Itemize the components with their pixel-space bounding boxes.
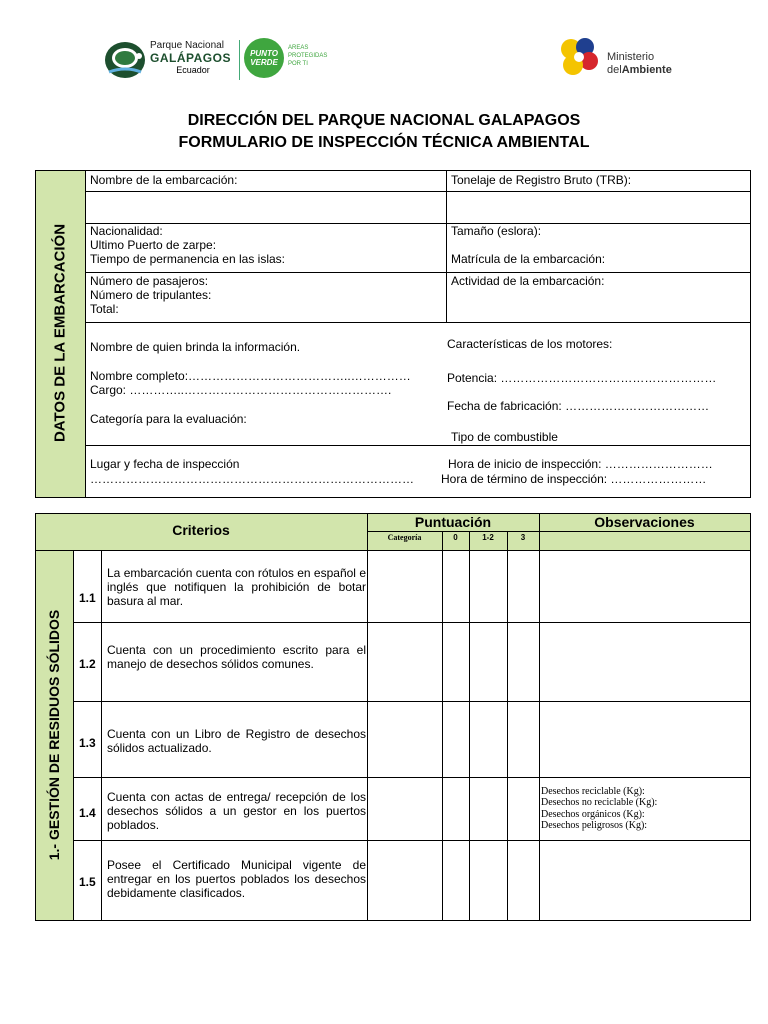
obs-hazardous: Desechos peligrosos (Kg): [541,820,648,831]
trb-label: Tonelaje de Registro Bruto (TRB): [451,173,632,187]
punto-verde-logo [244,38,284,78]
score-sub-1-2: 1-2 [482,533,494,542]
ministerio-line2-bold: Ambiente [621,64,672,76]
criterion-text: Posee el Certificado Municipal vigente de entregar en los puertos poblados los desechos debidamente clasificados. [107,858,366,900]
row-number: 1.4 [79,806,96,820]
criterion-text: Cuenta con un Libro de Registro de desechos sólidos actualizado. [107,727,366,755]
nationality-label: Nacionalidad: [90,224,163,238]
observations-header: Observaciones [594,514,695,530]
punto-verde-tagline [288,44,327,68]
activity-label: Actividad de la embarcación: [451,274,605,288]
logo-divider [239,40,240,80]
category-label: Categoría para la evaluación: [90,412,247,426]
boat-name-label: Nombre de la embarcación: [90,173,238,187]
informant-label: Nombre de quien brinda la información. [90,340,301,354]
pv-side-3: POR TI [288,61,308,67]
ministerio-ambiente-logo-text [607,51,672,77]
registration-label: Matrícula de la embarcación: [451,252,606,266]
obs-non-recyclable: Desechos no reciclable (Kg): [541,797,658,808]
title-line1: DIRECCIÓN DEL PARQUE NACIONAL GALAPAGOS [187,112,581,129]
last-port-label: Ultimo Puerto de zarpe: [90,238,217,252]
score-sub-category: Categoría [387,533,422,542]
solid-waste-side-label: 1.- GESTIÓN DE RESIDUOS SÓLIDOS [46,609,62,861]
power-label: Potencia: ……………………………………………… [447,371,717,385]
criteria-header: Criterios [172,522,230,538]
obs-organic: Desechos orgánicos (Kg): [541,809,645,820]
row-number: 1.5 [79,875,96,889]
full-name-label: Nombre completo:…………………………………..…………… [90,369,411,383]
punto-verde-line1: PUNTO [250,49,278,58]
obs-recyclable: Desechos reciclable (Kg): [541,786,645,797]
row-number: 1.1 [79,591,96,605]
criterion-text: Cuenta con actas de entrega/ recepción de los desechos sólidos a un gestor en los puertos poblados. [107,790,366,832]
start-time-label: Hora de inicio de inspección: ……………………… [448,457,713,471]
size-label: Tamaño (eslora): [451,224,542,238]
row-number: 1.2 [79,657,96,671]
ministerio-line2-pre: del [607,64,622,76]
row-number: 1.3 [79,736,96,750]
pv-side-2: PROTEGIDAS [288,53,328,59]
punto-verde-line2: VERDE [250,58,278,67]
stay-time-label: Tiempo de permanencia en las islas: [90,252,285,266]
place-date-dots: ……………………………………………………………………… [90,472,414,486]
end-time-label: Hora de término de inspección: …………………… [441,472,707,486]
ministerio-flower-icon [555,35,603,79]
title-line2: FORMULARIO DE INSPECCIÓN TÉCNICA AMBIENTAL [178,134,590,151]
score-sub-0: 0 [453,533,458,542]
galapagos-turtle-icon [103,38,147,80]
manufacture-label: Fecha de fabricación: ……………………………… [447,399,710,413]
gal-logo-line3: Ecuador [176,65,210,75]
crew-label: Número de tripulantes: [90,288,212,302]
criterion-text: Cuenta con un procedimiento escrito para el manejo de desechos sólidos comunes. [107,643,366,671]
fuel-label: Tipo de combustible [451,430,558,444]
galapagos-park-logo-text [150,40,236,76]
ministerio-line1: Ministerio [607,51,655,63]
engines-label: Características de los motores: [447,337,613,351]
boat-data-side-label: DATOS DE LA EMBARCACIÓN [51,223,69,443]
criterion-text: La embarcación cuenta con rótulos en español e inglés que notifiquen la prohibición de botar basura al mar. [107,566,366,608]
passengers-label: Número de pasajeros: [90,274,209,288]
position-label: Cargo: …………..……………………………………………. [90,383,392,397]
gal-logo-line1: Parque Nacional [150,40,224,51]
total-label: Total: [90,302,119,316]
gal-logo-line2: GALÁPAGOS [150,51,231,65]
page-title [0,110,768,154]
score-sub-3: 3 [520,533,526,542]
place-date-label: Lugar y fecha de inspección [90,457,240,471]
pv-side-1: AREAS [288,45,309,51]
score-header: Puntuación [414,514,492,530]
